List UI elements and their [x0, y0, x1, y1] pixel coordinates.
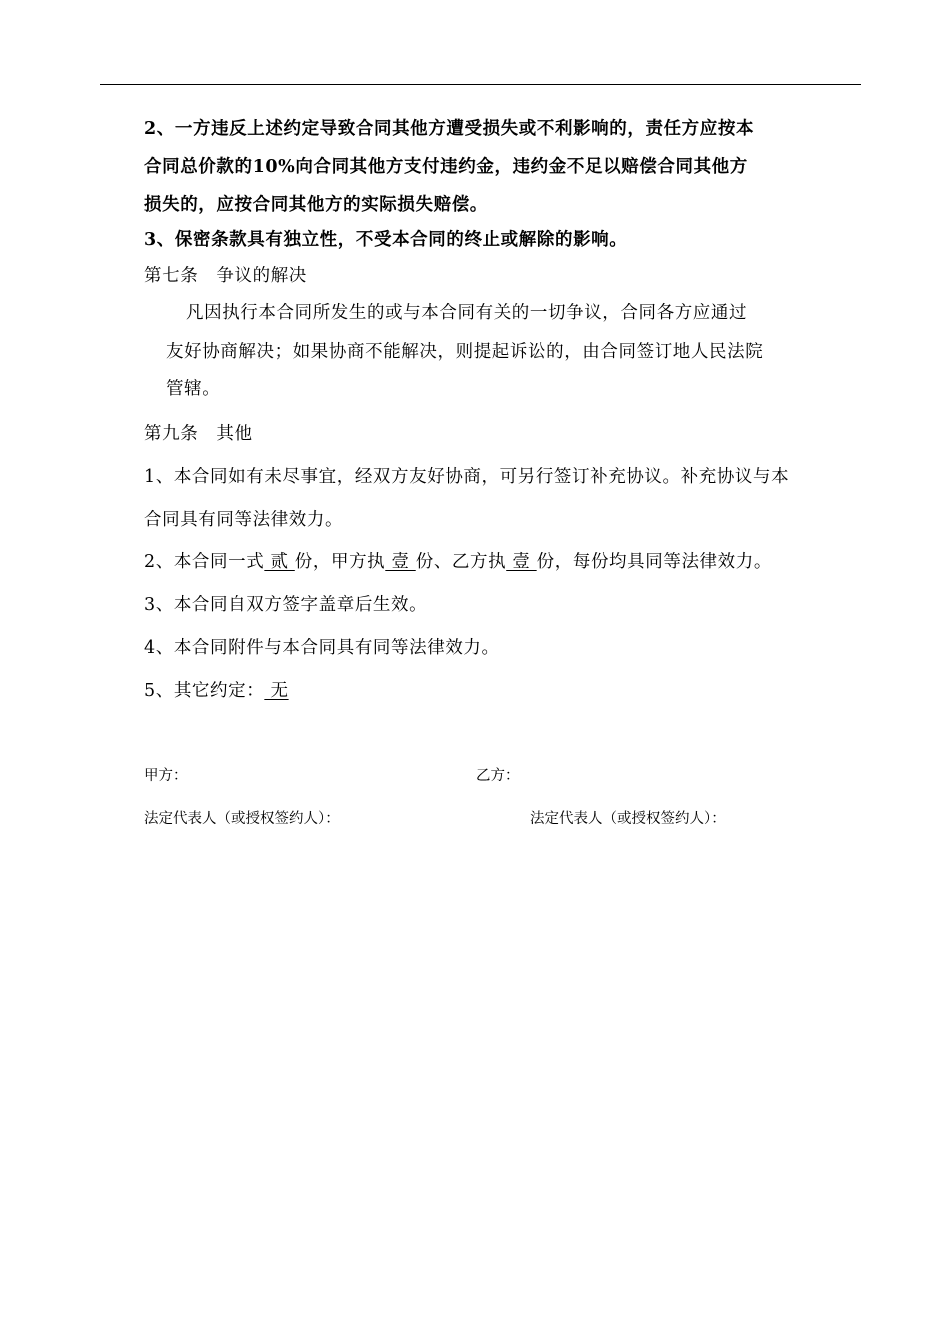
clause-2-line-1: 2、一方违反上述约定导致合同其他方遭受损失或不利影响的，责任方应按本	[144, 119, 755, 139]
header-rule	[100, 84, 861, 85]
article-9-title: 第九条 其他	[144, 424, 253, 444]
article-7-title: 第七条 争议的解决	[144, 266, 307, 286]
other-agreement-value: 无	[264, 681, 289, 701]
party-b-label: 乙方：	[476, 768, 520, 784]
party-a-representative-label: 法定代表人（或授权签约人）：	[144, 811, 340, 827]
item-5-prefix: 5、其它约定：	[144, 681, 265, 701]
article-7-line-2: 友好协商解决；如果协商不能解决，则提起诉讼的，由合同签订地人民法院	[166, 342, 764, 362]
total-copies-value: 贰	[264, 552, 295, 572]
article-9-item-5	[144, 680, 289, 702]
item-2-prefix: 2、本合同一式	[144, 552, 265, 572]
article-9-item-2	[144, 551, 772, 573]
party-b-representative-label: 法定代表人（或授权签约人）：	[530, 811, 726, 827]
article-9-item-3: 3、本合同自双方签字盖章后生效。	[144, 595, 428, 615]
item-2-suffix: 份，每份均具同等法律效力。	[536, 552, 772, 572]
article-9-item-1-line-2: 合同具有同等法律效力。	[144, 510, 344, 530]
party-a-copies-value: 壹	[385, 552, 416, 572]
article-7-line-1: 凡因执行本合同所发生的或与本合同有关的一切争议，合同各方应通过	[186, 303, 748, 323]
article-7-line-3: 管辖。	[166, 379, 221, 399]
article-9-item-1-line-1: 1、本合同如有未尽事宜，经双方友好协商，可另行签订补充协议。补充协议与本	[144, 467, 790, 487]
item-2-mid-1: 份，甲方执	[294, 552, 386, 572]
clause-3: 3、保密条款具有独立性，不受本合同的终止或解除的影响。	[144, 230, 628, 250]
article-9-item-4: 4、本合同附件与本合同具有同等法律效力。	[144, 638, 500, 658]
party-a-label: 甲方：	[144, 768, 188, 784]
item-2-mid-2: 份、乙方执	[415, 552, 507, 572]
party-b-copies-value: 壹	[506, 552, 537, 572]
clause-2-line-2: 合同总价款的10%向合同其他方支付违约金，违约金不足以赔偿合同其他方	[144, 157, 748, 177]
clause-2-line-3: 损失的，应按合同其他方的实际损失赔偿。	[144, 195, 488, 215]
